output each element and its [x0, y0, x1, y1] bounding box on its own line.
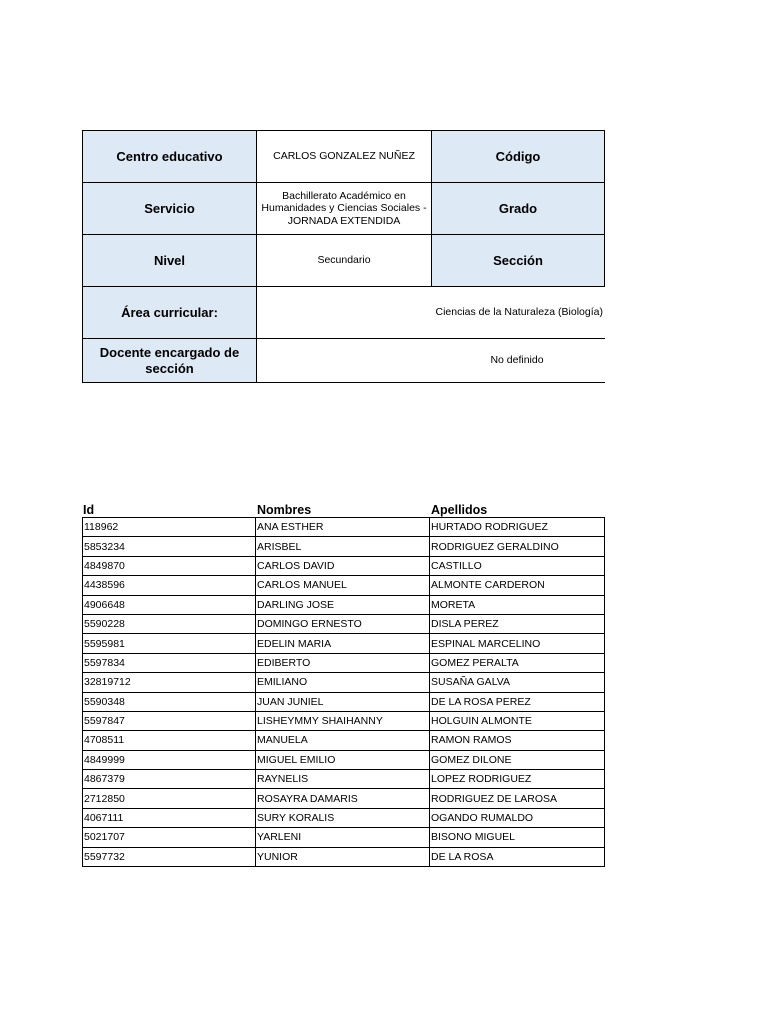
student-id: 5590348 — [83, 693, 256, 711]
student-apellidos: HOLGUIN ALMONTE — [431, 715, 532, 728]
table-row — [82, 693, 605, 712]
student-apellidos: OGANDO RUMALDO — [431, 812, 534, 825]
nivel-label: Nivel — [82, 234, 256, 286]
student-id: 5590228 — [83, 615, 256, 633]
header-nombres: Nombres — [257, 503, 312, 517]
students-table-header — [82, 498, 605, 517]
school-info-table — [82, 130, 605, 383]
student-nombres: ARISBEL — [256, 537, 430, 555]
student-id: 5597847 — [83, 712, 256, 730]
student-apellidos: DE LA ROSA PEREZ — [431, 695, 531, 708]
student-nombres: YUNIOR — [256, 848, 430, 866]
student-id: 5597834 — [83, 654, 256, 672]
table-row — [82, 615, 605, 634]
table-row — [82, 673, 605, 692]
centro-educativo-value: CARLOS GONZALEZ NUÑEZ — [256, 130, 431, 182]
servicio-value: Bachillerato Académico en Humanidades y Ciencias Sociales - JORNADA EXTENDIDA — [256, 182, 431, 234]
table-row — [82, 557, 605, 576]
student-nombres: DOMINGO ERNESTO — [256, 615, 430, 633]
student-apellidos: RODRIGUEZ DE LAROSA — [431, 792, 558, 805]
table-row — [82, 789, 605, 808]
student-id: 5597732 — [83, 848, 256, 866]
table-row — [82, 809, 605, 828]
area-curricular-label: Área curricular: — [82, 286, 256, 338]
student-id: 4867379 — [83, 770, 256, 788]
student-nombres: ANA ESTHER — [256, 518, 430, 536]
student-nombres: EDIBERTO — [256, 654, 430, 672]
student-apellidos: GOMEZ PERALTA — [431, 656, 519, 669]
student-nombres: RAYNELIS — [256, 770, 430, 788]
table-row — [82, 518, 605, 537]
student-nombres: YARLENI — [256, 828, 430, 846]
student-nombres: CARLOS DAVID — [256, 557, 430, 575]
info-row-servicio — [82, 182, 605, 234]
student-id: 4849870 — [83, 557, 256, 575]
student-id: 4067111 — [83, 809, 256, 827]
header-apellidos: Apellidos — [431, 503, 488, 517]
students-table-body — [82, 517, 605, 867]
student-nombres: SURY KORALIS — [256, 809, 430, 827]
area-curricular-value: Ciencias de la Naturaleza (Biología) — [256, 286, 605, 338]
student-apellidos: DISLA PEREZ — [431, 618, 499, 631]
codigo-label: Código — [431, 130, 605, 182]
table-row — [82, 654, 605, 673]
student-nombres: JUAN JUNIEL — [256, 693, 430, 711]
student-id: 32819712 — [83, 673, 256, 691]
student-apellidos: ESPINAL MARCELINO — [431, 637, 541, 650]
docente-value: No definido — [256, 338, 605, 383]
grado-label: Grado — [431, 182, 605, 234]
student-apellidos: DE LA ROSA — [431, 850, 494, 863]
servicio-label: Servicio — [82, 182, 256, 234]
student-id: 4906648 — [83, 596, 256, 614]
student-nombres: CARLOS MANUEL — [256, 576, 430, 594]
student-apellidos: RAMON RAMOS — [431, 734, 512, 747]
student-apellidos: LOPEZ RODRIGUEZ — [431, 773, 532, 786]
student-apellidos: RODRIGUEZ GERALDINO — [431, 540, 559, 553]
table-row — [82, 576, 605, 595]
student-nombres: MIGUEL EMILIO — [256, 751, 430, 769]
student-nombres: EDELIN MARIA — [256, 634, 430, 652]
table-row — [82, 537, 605, 556]
student-id: 5021707 — [83, 828, 256, 846]
student-id: 4708511 — [83, 731, 256, 749]
student-id: 5595981 — [83, 634, 256, 652]
table-row — [82, 848, 605, 867]
student-id: 118962 — [83, 518, 256, 536]
student-id: 4438596 — [83, 576, 256, 594]
student-apellidos: BISONO MIGUEL — [431, 831, 516, 844]
students-table — [82, 498, 605, 867]
student-id: 5853234 — [83, 537, 256, 555]
table-row — [82, 596, 605, 615]
student-nombres: LISHEYMMY SHAIHANNY — [256, 712, 430, 730]
student-nombres: ROSAYRA DAMARIS — [256, 789, 430, 807]
info-row-docente — [82, 338, 605, 383]
table-row — [82, 712, 605, 731]
seccion-label: Sección — [431, 234, 605, 286]
student-apellidos: CASTILLO — [431, 559, 482, 572]
info-row-nivel — [82, 234, 605, 286]
info-row-area — [82, 286, 605, 338]
table-row — [82, 751, 605, 770]
table-row — [82, 828, 605, 847]
student-id: 4849999 — [83, 751, 256, 769]
centro-educativo-label: Centro educativo — [82, 130, 256, 182]
student-apellidos: GOMEZ DILONE — [431, 753, 512, 766]
info-row-centro — [82, 130, 605, 182]
student-nombres: EMILIANO — [256, 673, 430, 691]
student-apellidos: ALMONTE CARDERON — [431, 579, 545, 592]
docente-label: Docente encargado de sección — [82, 338, 256, 383]
student-apellidos: SUSAÑA GALVA — [431, 676, 510, 689]
table-row — [82, 770, 605, 789]
table-row — [82, 634, 605, 653]
student-apellidos: HURTADO RODRIGUEZ — [431, 521, 548, 534]
student-apellidos: MORETA — [431, 598, 476, 611]
student-id: 2712850 — [83, 789, 256, 807]
header-id: Id — [83, 503, 95, 517]
nivel-value: Secundario — [256, 234, 431, 286]
student-nombres: MANUELA — [256, 731, 430, 749]
student-nombres: DARLING JOSE — [256, 596, 430, 614]
table-row — [82, 731, 605, 750]
